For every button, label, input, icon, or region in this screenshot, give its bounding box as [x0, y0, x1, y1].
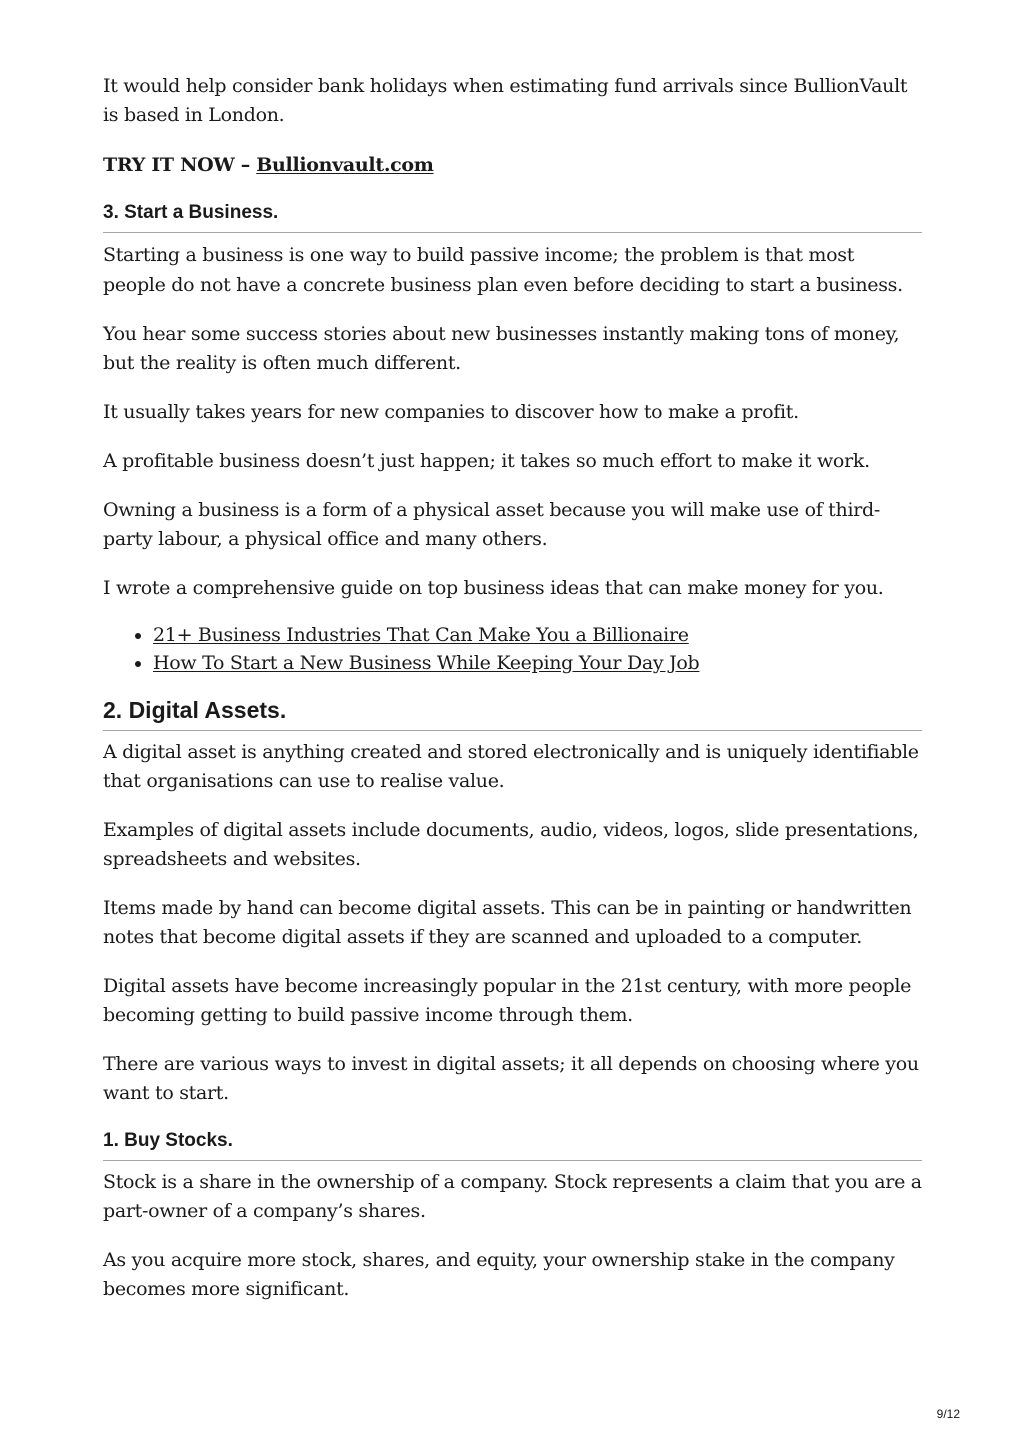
section-heading-start-business: 3. Start a Business.: [103, 201, 922, 233]
paragraph: A profitable business doesn’t just happen; it takes so much effort to make it work.: [103, 450, 870, 472]
section-heading-digital-assets: 2. Digital Assets.: [103, 696, 922, 731]
paragraph: Stock is a share in the ownership of a company. Stock represents a claim that you are a part-owner of a company’s shares.: [103, 1171, 922, 1222]
list-item: [153, 621, 922, 649]
paragraph: Digital assets have become increasingly popular in the 21st century, with more people becoming getting to build passive income through them.: [103, 975, 912, 1026]
bullionvault-link[interactable]: Bullionvault.com: [256, 154, 434, 176]
paragraph: Starting a business is one way to build passive income; the problem is that most people do not have a concrete business plan even before deciding to start a business.: [103, 244, 903, 296]
try-it-now-label: TRY IT NOW –: [103, 154, 257, 176]
page-number: 9/12: [936, 1407, 960, 1421]
paragraph: Items made by hand can become digital assets. This can be in painting or handwritten notes that become digital assets if they are scanned and uploaded to a computer.: [103, 897, 912, 948]
paragraph: Owning a business is a form of a physical asset because you will make use of third-party labour, a physical office and many others.: [103, 499, 880, 550]
billionaire-industries-link[interactable]: 21+ Business Industries That Can Make You a Billionaire: [153, 624, 689, 646]
start-business-day-job-link[interactable]: How To Start a New Business While Keeping Your Day Job: [153, 652, 700, 674]
paragraph: As you acquire more stock, shares, and equity, your ownership stake in the company becomes more significant.: [103, 1249, 895, 1300]
paragraph: It usually takes years for new companies to discover how to make a profit.: [103, 401, 799, 423]
paragraph: Examples of digital assets include documents, audio, videos, logos, slide presentations, spreadsheets and websites.: [103, 819, 919, 870]
business-links-list: [103, 621, 922, 677]
list-item: [153, 649, 922, 677]
paragraph: There are various ways to invest in digital assets; it all depends on choosing where you want to start.: [103, 1053, 919, 1104]
try-it-now-line: [103, 151, 922, 180]
document-page: [103, 0, 922, 1304]
intro-paragraph: It would help consider bank holidays when estimating fund arrivals since BullionVault is based in London.: [103, 75, 908, 126]
paragraph: A digital asset is anything created and stored electronically and is uniquely identifiable that organisations can use to realise value.: [103, 741, 919, 792]
paragraph: You hear some success stories about new businesses instantly making tons of money, but the reality is often much different.: [103, 323, 900, 374]
section-heading-buy-stocks: 1. Buy Stocks.: [103, 1129, 922, 1161]
paragraph: I wrote a comprehensive guide on top business ideas that can make money for you.: [103, 577, 884, 599]
